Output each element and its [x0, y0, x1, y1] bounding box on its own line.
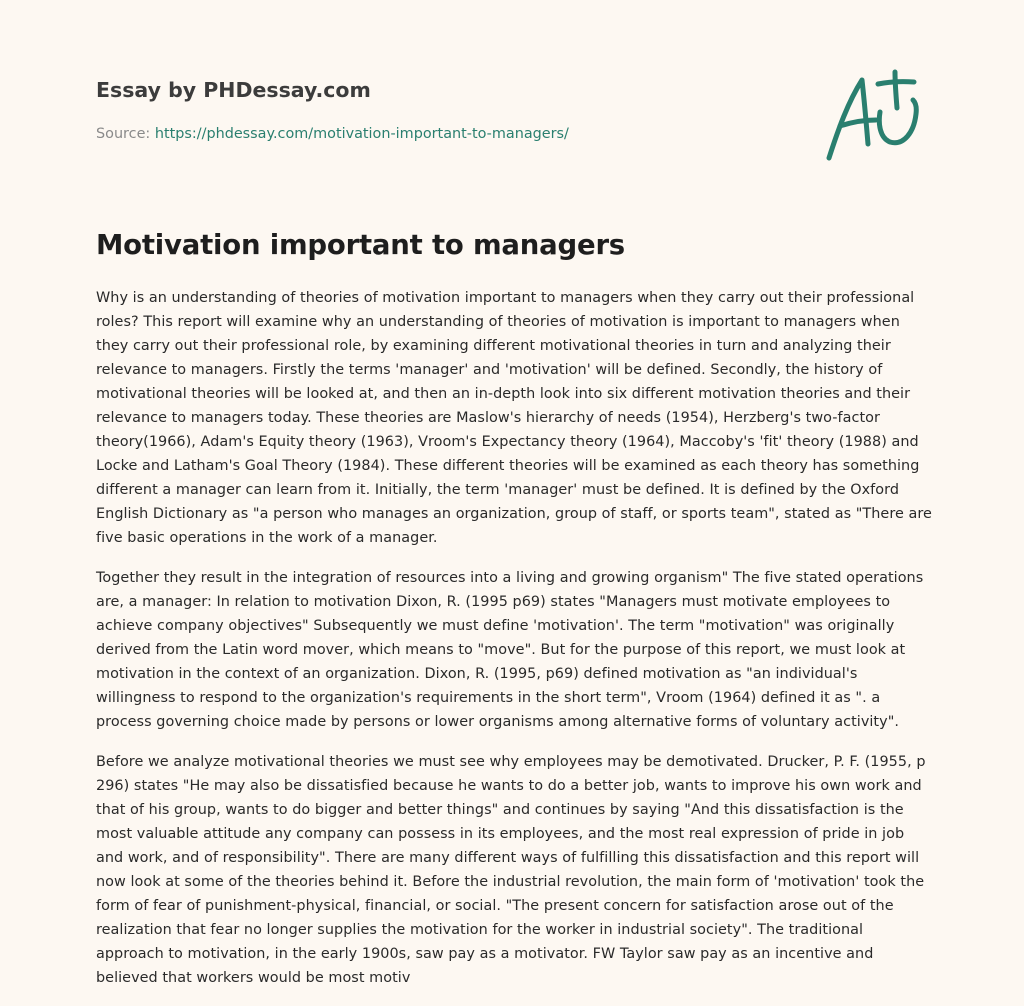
article-paragraph: Why is an understanding of theories of motivation important to managers when they carry out their professional roles? This report will examine why an understanding of theories of motivation is important to managers when they carry out their professional role, by examining different motivational theories in turn and analyzing their relevance to managers. Firstly the terms 'manager' and 'motivation' will be defined. Secondly, the history of motivational theories will be looked at, and then an in-depth look into six different motivation theories and their relevance to managers today. These theories are Maslow's hierarchy of needs (1954), Herzberg's two-factor theory(1966), Adam's Equity theory (1963), Vroom's Expectancy theory (1964), Maccoby's 'fit' theory (1988) and Locke and Latham's Goal Theory (1984). These different theories will be examined as each theory has something different a manager can learn from it. Initially, the term 'manager' must be defined. It is defined by the Oxford English Dictionary as "a person who manages an organization, group of staff, or sports team", stated as "There are five basic operations in the work of a manager.	[96, 290, 932, 546]
source-link[interactable]: https://phdessay.com/motivation-important-to-managers/	[154, 126, 569, 142]
source-label: Source:	[96, 126, 151, 142]
article-body	[96, 286, 932, 1006]
article-title: Motivation important to managers	[96, 229, 625, 261]
a-plus-logo-icon	[820, 68, 930, 164]
source-line	[96, 124, 796, 144]
site-title: Essay by PHDessay.com	[96, 78, 371, 102]
site-header	[96, 76, 796, 144]
article-paragraph: Together they result in the integration of resources into a living and growing organism" The five stated operations are, a manager: In relation to motivation Dixon, R. (1995 p69) states "Managers must motivate employees to achieve company objectives" Subsequently we must define 'motivation'. The term "motivation" was originally derived from the Latin word mover, which means to "move". But for the purpose of this report, we must look at motivation in the context of an organization. Dixon, R. (1995, p69) defined motivation as "an individual's willingness to respond to the organization's requirements in the short term", Vroom (1964) defined it as ". a process governing choice made by persons or lower organisms among alternative forms of voluntary activity".	[96, 570, 924, 730]
article-paragraph: Before we analyze motivational theories we must see why employees may be demotivated. Drucker, P. F. (1955, p 296) states "He may also be dissatisfied because he wants to do a better job, wants to improve his own work and that of his group, wants to do bigger and better things" and continues by saying "And this dissatisfaction is the most valuable attitude any company can possess in its employees, and the most real expression of pride in job and work, and of responsibility". There are many different ways of fulfilling this dissatisfaction and this report will now look at some of the theories behind it. Before the industrial revolution, the main form of 'motivation' took the form of fear of punishment-physical, financial, or social. "The present concern for satisfaction arose out of the realization that fear no longer supplies the motivation for the worker in industrial society". The traditional approach to motivation, in the early 1900s, saw pay as a motivator. FW Taylor saw pay as an incentive and believed that workers would be most motiv	[96, 754, 926, 986]
